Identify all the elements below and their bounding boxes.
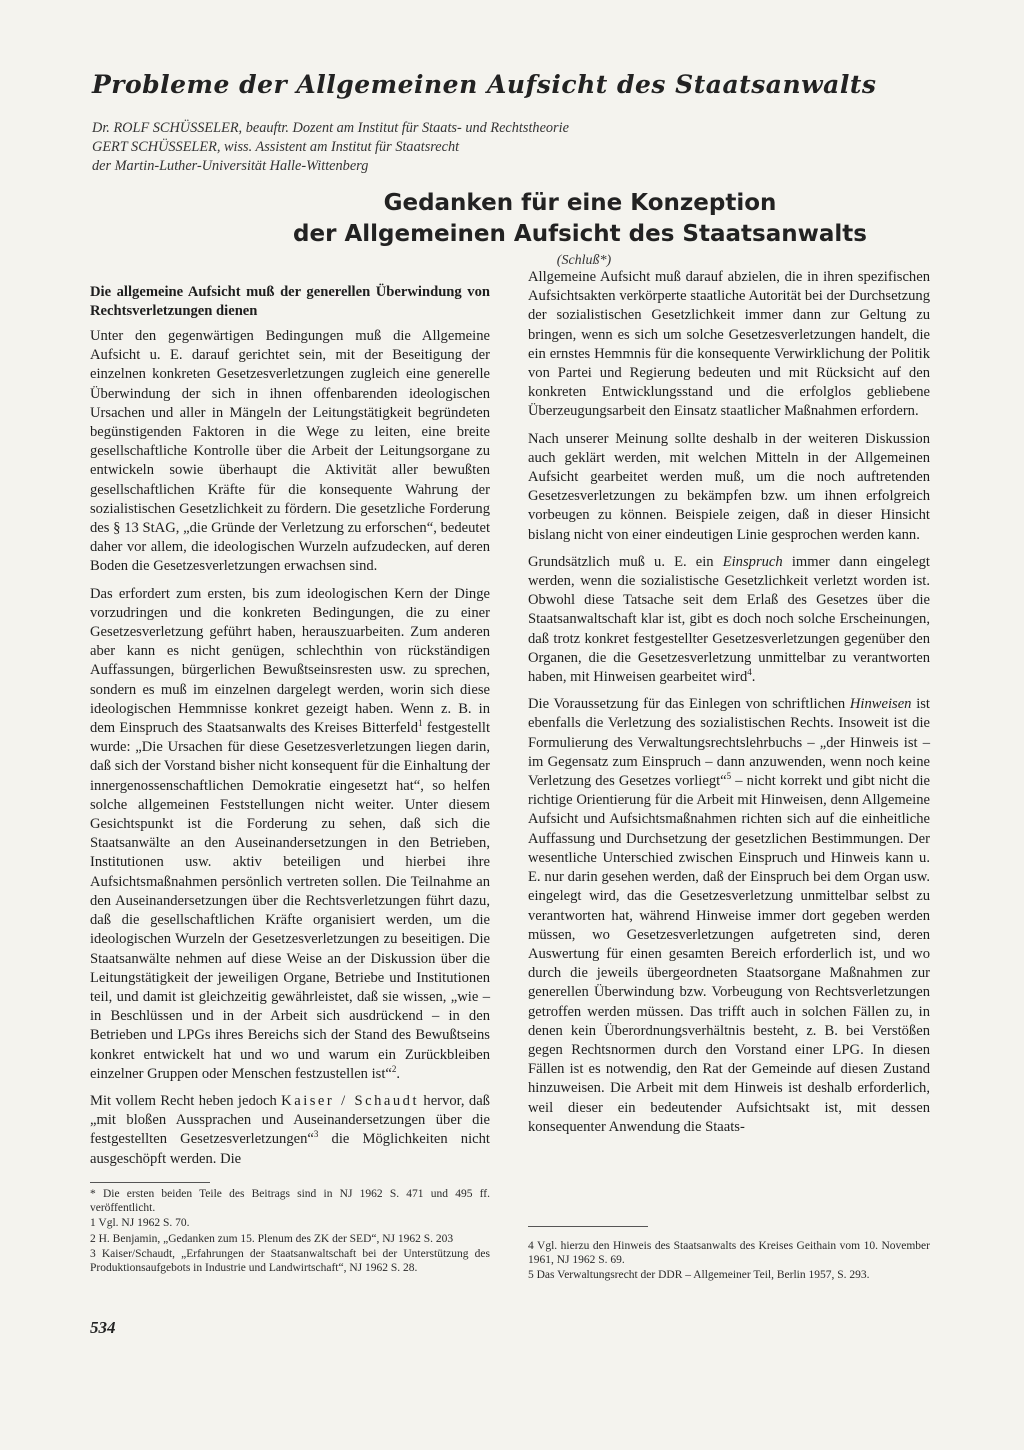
article-title-line: Gedanken für eine Konzeption <box>383 190 777 216</box>
paragraph: Nach unserer Meinung sollte deshalb in der weiteren Diskussion auch geklärt werden, mit welchen Mitteln in der Allgemeinen Aufsicht gearbeitet werden muß, um die noch auftretenden Gesetzesverletzungen zu bekämpfen bzw. um ihnen erfolgreich vorbeugen zu können. Beispiele zeigen, daß in dieser Hinsicht bislang nicht von einer eindeutigen Linie gesprochen werden kann. <box>528 430 930 543</box>
emphasis-term: Einspruch <box>722 553 783 570</box>
author-block <box>92 119 952 176</box>
series-title: Probleme der Allgemeinen Aufsicht des Staatsanwalts <box>92 70 877 99</box>
footnote-ref: 5 <box>726 771 732 782</box>
footnote-ref: 1 <box>418 718 423 729</box>
paragraph-text: die Möglichkeiten nicht ausgeschöpft werden. Die <box>90 1131 490 1167</box>
footnote-ref: 2 <box>391 1063 397 1074</box>
footnote: 4 Vgl. hierzu den Hinweis des Staatsanwalts des Kreises Geithain vom 10. November 1961, NJ 1962 S. 69. <box>528 1240 930 1266</box>
paragraph: Allgemeine Aufsicht muß darauf abzielen, die in ihren spezifischen Aufsichtsakten verkörperte staatliche Autorität bei der Durchsetzung der sozialistischen Gesetzlichkeit immer dann zur Geltung zu bringen, wenn es sich um solche Gesetzesverletzungen handelt, die ein ernstes Hemmnis für die konsequente Verwirklichung der Politik von Partei und Regierung bedeuten und mit Rücksicht auf den konkreten Entwicklungsstand und die erfolglos gebliebene Überzeugungsarbeit den Einsatz staatlicher Maßnahmen erfordern. <box>528 269 930 420</box>
paragraph-text: festgestellt wurde: „Die Ursachen für diese Gesetzesverletzungen liegen darin, daß sich der Vorstand bisher nicht konsequent für die Einhaltung der innergenossenschaftlichen Demokratie eingesetzt hat“, so helfen solche allgemeinen Feststellungen nicht weiter. Unter diesem Gesichtspunkt ist die Forderung zu sehen, daß sich die Staatsanwälte an den Auseinandersetzungen in den Betrieben, Institutionen usw. aktiv beteiligen und hierbei ihre Aufsichtsmaßnahmen persönlich vertreten sollen. Die Teilnahme an den Auseinandersetzungen über die Rechtsverletzungen führt dazu, daß die gesellschaftlichen Kräfte organisiert werden, um die ideologischen Wurzeln der Gesetzesverletzungen zu beseitigen. Die Staatsanwälte nehmen auf diese Weise an der Diskussion über die Leitungstätigkeit der jeweiligen Organe, Betriebe und Institutionen teil, und damit ist gleichzeitig gewährleistet, daß sie wissen, „wie – in Beschlüssen und in der Arbeit sich ausdrückend – in den Betrieben und LPGs ihres Bereichs sich der Stand des Bewußtseins konkret entwickelt hat und wo und warum ein Zurückbleiben einzelner Gruppen oder Menschen festzustellen ist“ <box>90 720 490 1082</box>
author-line: GERT SCHÜSSELER, wiss. Assistent am Institut für Staatsrecht <box>92 139 460 155</box>
paragraph-text: immer dann eingelegt werden, wenn die sozialistische Gesetzlichkeit verletzt worden ist. Obwohl diese Tatsache seit dem Erlaß des Gesetzes über die Staatsanwaltschaft klar ist, gibt es doch noch solche Erscheinungen, daß trotz konkret festgestellter Gesetzesverletzungen gegenüber den Organen, die die Gesetzesverletzung unmittelbar zu verantworten haben, mit Hinweisen gearbeitet wird <box>528 553 930 686</box>
continuation-note: (Schluß*) <box>556 253 612 268</box>
affiliation-line: der Martin-Luther-Universität Halle-Wittenberg <box>92 158 369 174</box>
paragraph-text: – nicht korrekt und gibt nicht die richtige Orientierung für die Arbeit mit Hinweisen, denn Allgemeine Aufsicht und Aufsichtsmaßnahmen richten sich auf die einheitliche Auffassung und Durchsetzung der gesetzlichen Bestimmungen. Der wesentliche Unterschied zwischen Einspruch und Hinweis kann u. E. nur darin gesehen werden, daß der Einspruch bei dem Organ usw. eingelegt wird, das die Gesetzesverletzung unmittelbar selbst zu verantworten hat, während Hinweise immer dort gegeben werden müssen, wo Gesetzesverletzungen aufgetreten sind, deren Auswertung für einen gesamten Bereich erforderlich ist, und wo durch die jeweils übergeordneten Staatsorgane Maßnahmen zur generellen Überwindung bzw. Vorbeugung von Rechtsverletzungen getroffen werden müssen. Das trifft auch in solchen Fällen zu, in denen kein Überordnungsverhältnis besteht, z. B. bei Verstößen gegen Rechtsnormen durch den Vorstand einer LPG. In diesen Fällen ist es notwendig, den Rat der Gemeinde auf diesen Zustand hinzuweisen. Die Arbeit mit dem Hinweis ist deshalb erforderlich, weil dieser ein bedeutender Aufsichtsakt ist, mit dessen konsequenter Anwendung die Staats- <box>528 773 931 1135</box>
paragraph-text: Mit vollem Recht heben jedoch <box>90 1092 282 1109</box>
emphasis-term: Hinweisen <box>849 696 912 713</box>
footnotes-left <box>90 1188 490 1277</box>
footnote-ref: 3 <box>313 1129 319 1140</box>
paragraph <box>528 553 930 687</box>
paragraph <box>528 695 930 1137</box>
footnote: 1 Vgl. NJ 1962 S. 70. <box>90 1217 190 1229</box>
paragraph-text: Das erfordert zum ersten, bis zum ideologischen Kern der Dinge vorzudringen und die konkreten Bedingungen, die zu einer Gesetzesverletzung geführt haben, herauszuarbeiten. Zum anderen aber kann es nicht genügen, schlechthin von rückständigen Auffassungen, bürgerlichen Bewußtseinsresten usw. zu sprechen, sondern es muß im einzelnen dargelegt werden, worin sich diese ideologischen Hemmnisse konkret gezeigt haben. Wenn z. B. in dem Einspruch des Staatsanwalts des Kreises Bitterfeld <box>90 585 490 737</box>
footnote-ref: 4 <box>747 667 752 678</box>
paragraph-text: Die Voraussetzung für das Einlegen von schriftlichen <box>528 696 850 713</box>
footnote: * Die ersten beiden Teile des Beitrags sind in NJ 1962 S. 471 und 495 ff. veröffentlicht. <box>90 1188 490 1214</box>
article-title-line: der Allgemeinen Aufsicht des Staatsanwalts <box>293 221 867 247</box>
footnotes-right <box>528 1240 930 1285</box>
paragraph <box>90 1092 490 1169</box>
paragraph-text: Grundsätzlich muß u. E. ein <box>528 553 723 570</box>
footnote: 3 Kaiser/Schaudt, „Erfahrungen der Staatsanwaltschaft bei der Unterstützung des Produktionsaufgebots in Industrie und Landwirtschaft“, NJ 1962 S. 28. <box>90 1248 490 1274</box>
left-column <box>90 283 490 1177</box>
paragraph <box>90 585 490 1084</box>
footnote: 2 H. Benjamin, „Gedanken zum 15. Plenum des ZK der SED“, NJ 1962 S. 203 <box>90 1232 454 1245</box>
footnote-divider <box>90 1182 210 1183</box>
paragraph-text: hervor, daß „mit bloßen Aussprachen und Auseinandersetzungen über die festgestellten Gesetzesverletzungen“ <box>90 1092 490 1148</box>
paragraph-text: ist ebenfalls die Verletzung des sozialistischen Rechts. Insoweit ist die Formulierung des Verwaltungsrechtslehrbuchs – „der Hinweis ist – im Gegensatz zum Einspruch – dann anzuwenden, wenn noch keine Verletzung des Gesetzes vorliegt“ <box>528 696 930 790</box>
author-line: Dr. ROLF SCHÜSSELER, beauftr. Dozent am Institut für Staats- und Rechtstheorie <box>92 120 569 136</box>
paragraph-text: . <box>396 1065 401 1082</box>
footnote-divider <box>528 1226 648 1227</box>
author-names: Kaiser / Schaudt <box>281 1092 420 1109</box>
paragraph: Unter den gegenwärtigen Bedingungen muß die Allgemeine Aufsicht u. E. darauf gerichtet sein, mit der Beseitigung der einzelnen konkreten Gesetzesverletzungen zugleich eine generelle Überwindung der sich in ihnen offenbarenden ideologischen Ursachen und aller in Mängeln der Leitungstätigkeit begründeten begünstigenden Faktoren in die Wege zu leiten, eine breite gesellschaftliche Kontrolle über die Arbeit der Leitungsorgane zu entwickeln sowie überhaupt die Aktivität aller bewußten gesellschaftlichen Kräfte für die konsequente Wahrung der sozialistischen Gesetzlichkeit zu fördern. Die gesetzliche Forderung des § 13 StAG, „die Gründe der Verletzung zu erforschen“, bedeutet daher vor allem, die ideologischen Wurzeln aufzudecken, auf deren Boden die Gesetzesverletzungen erwachsen sind. <box>90 328 490 575</box>
section-subheading: Die allgemeine Aufsicht muß der generellen Überwindung von Rechtsverletzungen dienen <box>90 284 490 319</box>
right-column <box>528 268 930 1145</box>
paragraph-text: . <box>751 669 756 686</box>
footnote: 5 Das Verwaltungsrecht der DDR – Allgemeiner Teil, Berlin 1957, S. 293. <box>528 1269 870 1281</box>
article-title <box>200 188 960 250</box>
page-number: 534 <box>90 1318 116 1337</box>
